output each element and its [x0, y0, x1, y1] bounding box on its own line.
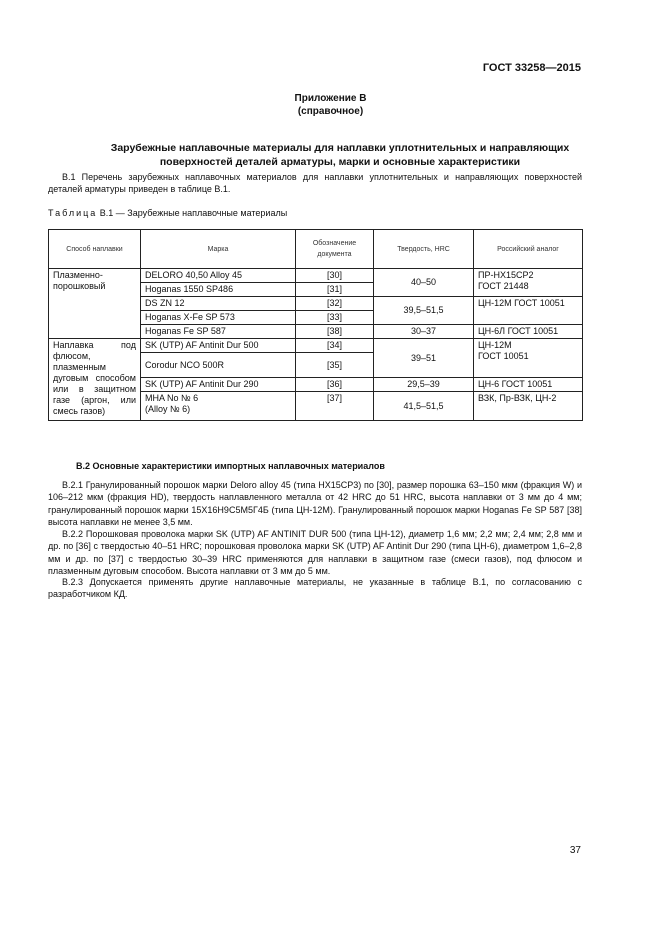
section-heading: В.2 Основные характеристики импортных наплавочных материалов: [76, 461, 385, 471]
header-doc: Обозначение документа: [296, 230, 374, 269]
hardness-cell: 40–50: [374, 269, 474, 297]
brand-cell: DELORO 40,50 Alloy 45: [141, 269, 296, 283]
table-header-row: [49, 230, 583, 269]
standard-number: ГОСТ 33258—2015: [482, 62, 581, 74]
doc-cell: [33]: [296, 311, 374, 325]
table-row: [49, 269, 583, 283]
doc-cell: [36]: [296, 378, 374, 392]
header-brand: Марка: [141, 230, 296, 269]
header-analog: Российский аналог: [474, 230, 583, 269]
brand-cell: [141, 392, 296, 421]
doc-cell: [32]: [296, 297, 374, 311]
document-title: [50, 141, 630, 169]
analog-cell: ВЗК, Пр-ВЗК, ЦН-2: [474, 392, 583, 421]
table-row: [49, 339, 583, 353]
paragraph-b22: В.2.2 Порошковая проволока марки SK (UTP) AF ANTINIT DUR 500 (типа ЦН-12), диаметр 1,6 мм; 2,2 мм; 2,4 мм; 2,8 мм и др. по [36] с твердостью 40–51 HRC; порошковая проволока марки SK (UTP) AF Antinit Dur 290 (типа ЦН-6), диаметром 1,6–2,8 мм и др. по [37] с твердостью 30–39 HRC применяются для наплавки в защитном газе (смеси газов), под флюсом и плазменным дуговым способом. Высота наплавки от 3 мм до 5 мм.: [48, 529, 582, 576]
hardness-cell: 41,5–51,5: [374, 392, 474, 421]
header-method: Способ наплавки: [49, 230, 141, 269]
appendix-title: Приложение В: [294, 93, 367, 104]
analog-line: ГОСТ 21448: [478, 281, 529, 291]
doc-cell: [30]: [296, 269, 374, 283]
hardness-cell: 39,5–51,5: [374, 297, 474, 325]
appendix-heading: [0, 92, 661, 118]
doc-cell: [34]: [296, 339, 374, 353]
paragraph-b23: В.2.3 Допускается применять другие наплавочные материалы, не указанные в таблице В.1, по согласованию с разработчиком КД.: [48, 577, 582, 600]
intro-paragraph: В.1 Перечень зарубежных наплавочных материалов для наплавки уплотнительных и направляющих поверхностей деталей арматуры приведен в таблице В.1.: [48, 172, 582, 195]
brand-line: MHA No № 6: [145, 393, 199, 403]
analog-cell: [474, 339, 583, 378]
analog-line: ЦН-12М: [478, 340, 512, 350]
title-line-2: поверхностей деталей арматуры, марки и основные характеристики: [159, 156, 521, 168]
title-line-1: Зарубежные наплавочные материалы для наплавки уплотнительных и направляющих: [110, 142, 570, 154]
brand-cell: Hoganas 1550 SP486: [141, 283, 296, 297]
doc-cell: [38]: [296, 325, 374, 339]
doc-cell: [35]: [296, 353, 374, 378]
page-number: 37: [569, 845, 581, 856]
brand-cell: SK (UTP) AF Antinit Dur 290: [141, 378, 296, 392]
materials-table: [48, 229, 583, 421]
paragraph-b21: В.2.1 Гранулированный порошок марки Deloro alloy 45 (типа НХ15СР3) по [30], размер порошка 63–150 мкм (фракция W) и 106–212 мкм (фракция HD), твердость наплавленного металла от 42 HRC до 51 HRC, высота наплавки от 3 мм до 4 мм; гранулированный порошок марки 15Х16Н9С5М5Г4Б (типа ЦН-12М). Гранулированный порошок марки Hoganas Fe SP 587 [38] высота наплавки не менее 3,5 мм.: [48, 480, 582, 527]
hardness-cell: 30–37: [374, 325, 474, 339]
brand-cell: Hoganas X-Fe SP 573: [141, 311, 296, 325]
analog-line: ГОСТ 10051: [478, 351, 529, 361]
brand-cell: DS ZN 12: [141, 297, 296, 311]
header-hardness: Твердость, HRC: [374, 230, 474, 269]
analog-cell: ЦН-6Л ГОСТ 10051: [474, 325, 583, 339]
appendix-note: (справочное): [297, 106, 364, 117]
method-plasma-powder: Плазменно-порошковый: [49, 269, 141, 339]
doc-cell: [31]: [296, 283, 374, 297]
analog-cell: [474, 269, 583, 297]
analog-cell: ЦН-6 ГОСТ 10051: [474, 378, 583, 392]
brand-cell: Corodur NCO 500R: [141, 353, 296, 378]
analog-line: ПР-НХ15СР2: [478, 270, 534, 280]
analog-cell: ЦН-12М ГОСТ 10051: [474, 297, 583, 325]
method-flux-plasma-gas: Наплавка под флюсом, плазменным дуговым способом или в защитном газе (аргон, или смесь газов): [49, 339, 141, 421]
table-caption-prefix: Таблица: [48, 208, 98, 218]
hardness-cell: 29,5–39: [374, 378, 474, 392]
doc-cell: [37]: [296, 392, 374, 421]
brand-line: (Alloy № 6): [145, 404, 191, 414]
hardness-cell: 39–51: [374, 339, 474, 378]
table-caption: [48, 208, 287, 218]
table-caption-text: В.1 — Зарубежные наплавочные материалы: [97, 208, 288, 218]
brand-cell: Hoganas Fe SP 587: [141, 325, 296, 339]
brand-cell: SK (UTP) AF Antinit Dur 500: [141, 339, 296, 353]
